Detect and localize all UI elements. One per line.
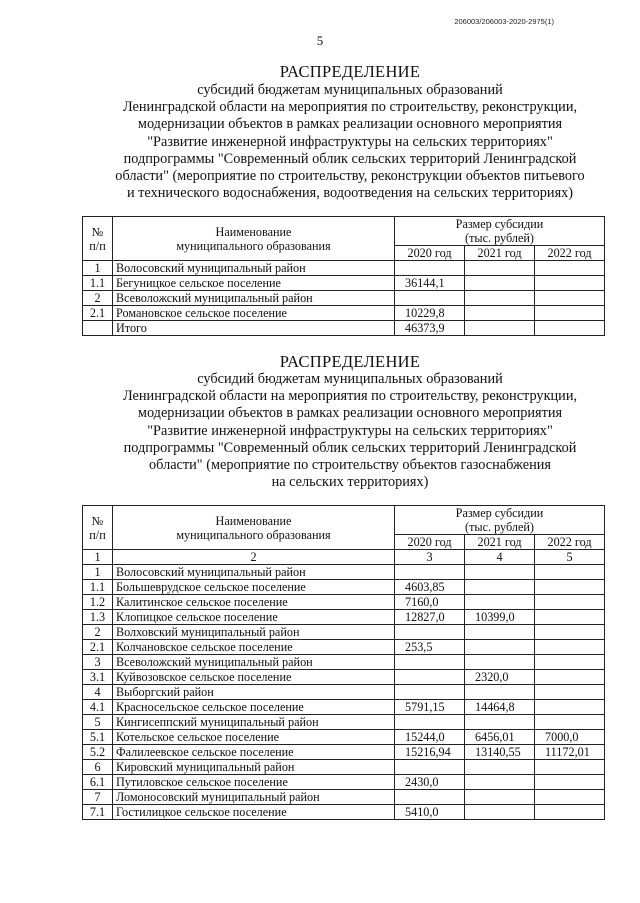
row-value-2020: 12827,0 <box>395 610 465 625</box>
row-number: 6.1 <box>83 775 113 790</box>
header-name-line2: муниципального образования <box>176 238 331 253</box>
row-number <box>83 321 113 336</box>
column-index: 1 <box>83 550 113 565</box>
row-value-2020 <box>395 655 465 670</box>
description-line: субсидий бюджетам муниципальных образований <box>197 371 503 387</box>
description-line: Ленинградской области на мероприятия по строительству, реконструкции, <box>122 388 578 405</box>
row-number: 2.1 <box>83 640 113 655</box>
row-number: 4.1 <box>83 700 113 715</box>
row-number: 2 <box>83 625 113 640</box>
column-index: 2 <box>113 550 395 565</box>
row-value-2021 <box>465 261 535 276</box>
page-number: 5 <box>316 33 324 48</box>
section1-description <box>80 82 620 202</box>
row-name: Всеволожский муниципальный район <box>113 655 395 670</box>
row-value-2022 <box>535 700 605 715</box>
row-value-2020: 5791,15 <box>395 700 465 715</box>
row-name: Большеврудское сельское поселение <box>113 580 395 595</box>
table-row <box>83 760 605 775</box>
row-number: 2.1 <box>83 306 113 321</box>
description-line: подпрограммы "Современный облик сельских территорий Ленинградской <box>123 150 577 167</box>
row-value-2020 <box>395 685 465 700</box>
header-size-line2: (тыс. рублей) <box>465 520 534 534</box>
row-number: 1 <box>83 565 113 580</box>
table-row <box>83 700 605 715</box>
table-row <box>83 321 605 336</box>
row-value-2022 <box>535 685 605 700</box>
table-row <box>83 805 605 820</box>
row-value-2021 <box>465 565 535 580</box>
row-value-2020 <box>395 760 465 775</box>
header-size-line1: Размер субсидии <box>455 506 544 520</box>
table-row <box>83 745 605 760</box>
row-value-2021: 6456,01 <box>465 730 535 745</box>
description-line: области" (мероприятие по строительству объектов газоснабжения <box>149 457 551 474</box>
description-line: "Развитие инженерной инфраструктуры на сельских территориях" <box>147 422 553 439</box>
header-name <box>113 506 395 550</box>
row-number: 3.1 <box>83 670 113 685</box>
header-name-line1: Наименование <box>215 224 292 239</box>
row-value-2022 <box>535 805 605 820</box>
section2-description <box>80 371 620 491</box>
row-value-2020 <box>395 261 465 276</box>
row-value-2021 <box>465 640 535 655</box>
section2-title: РАСПРЕДЕЛЕНИЕ <box>279 352 421 371</box>
description-line: подпрограммы "Современный облик сельских территорий Ленинградской <box>123 439 577 456</box>
row-value-2020: 15244,0 <box>395 730 465 745</box>
row-name: Волховский муниципальный район <box>113 625 395 640</box>
row-value-2020: 7160,0 <box>395 595 465 610</box>
row-value-2021 <box>465 685 535 700</box>
row-number: 5 <box>83 715 113 730</box>
column-index: 3 <box>395 550 465 565</box>
row-number: 1.2 <box>83 595 113 610</box>
table-row <box>83 730 605 745</box>
header-size-line1: Размер субсидии <box>455 217 544 231</box>
column-index: 4 <box>465 550 535 565</box>
row-number: 5.2 <box>83 745 113 760</box>
row-value-2021 <box>465 276 535 291</box>
row-value-2021 <box>465 321 535 336</box>
table-row <box>83 790 605 805</box>
row-number: 7.1 <box>83 805 113 820</box>
description-line: "Развитие инженерной инфраструктуры на сельских территориях" <box>147 133 553 150</box>
description-line: на сельских территориях) <box>271 474 429 491</box>
description-line: и технического водоснабжения, водоотведения на сельских территориях) <box>126 185 574 202</box>
row-value-2022 <box>535 595 605 610</box>
row-name: Калитинское сельское поселение <box>113 595 395 610</box>
row-name: Кингисеппский муниципальный район <box>113 715 395 730</box>
row-value-2022 <box>535 775 605 790</box>
row-value-2021: 10399,0 <box>465 610 535 625</box>
row-value-2022 <box>535 580 605 595</box>
row-value-2022 <box>535 261 605 276</box>
row-value-2022 <box>535 760 605 775</box>
row-value-2022 <box>535 670 605 685</box>
row-name: Фалилеевское сельское поселение <box>113 745 395 760</box>
table-row <box>83 565 605 580</box>
row-value-2020: 46373,9 <box>395 321 465 336</box>
row-number: 1 <box>83 261 113 276</box>
header-num-line2: п/п <box>89 527 106 542</box>
row-name: Гостилицкое сельское поселение <box>113 805 395 820</box>
row-number: 2 <box>83 291 113 306</box>
row-value-2020: 253,5 <box>395 640 465 655</box>
row-value-2022 <box>535 790 605 805</box>
row-number: 1.1 <box>83 276 113 291</box>
row-value-2022 <box>535 565 605 580</box>
row-value-2021 <box>465 580 535 595</box>
row-value-2020 <box>395 625 465 640</box>
header-size-line2: (тыс. рублей) <box>465 231 534 245</box>
row-value-2022 <box>535 640 605 655</box>
row-value-2021 <box>465 291 535 306</box>
row-value-2020: 15216,94 <box>395 745 465 760</box>
header-num <box>83 217 113 261</box>
row-name: Волосовский муниципальный район <box>113 261 395 276</box>
row-value-2020: 4603,85 <box>395 580 465 595</box>
row-value-2021 <box>465 625 535 640</box>
row-value-2021: 2320,0 <box>465 670 535 685</box>
row-number: 4 <box>83 685 113 700</box>
header-subsidy-size <box>395 217 605 246</box>
row-value-2021 <box>465 715 535 730</box>
row-name: Выборгский район <box>113 685 395 700</box>
row-number: 1.3 <box>83 610 113 625</box>
description-line: Ленинградской области на мероприятия по строительству, реконструкции, <box>122 99 578 116</box>
section1-title: РАСПРЕДЕЛЕНИЕ <box>279 62 421 81</box>
row-value-2022 <box>535 306 605 321</box>
row-value-2021: 14464,8 <box>465 700 535 715</box>
table-row <box>83 655 605 670</box>
header-num-line2: п/п <box>89 238 106 253</box>
row-name: Кировский муниципальный район <box>113 760 395 775</box>
header-year: 2021 год <box>465 535 535 550</box>
row-name: Куйвозовское сельское поселение <box>113 670 395 685</box>
header-name-line2: муниципального образования <box>176 527 331 542</box>
table-row <box>83 306 605 321</box>
row-value-2022 <box>535 291 605 306</box>
table-row <box>83 276 605 291</box>
row-value-2020: 10229,8 <box>395 306 465 321</box>
row-value-2022 <box>535 625 605 640</box>
header-year: 2021 год <box>465 246 535 261</box>
row-value-2020: 36144,1 <box>395 276 465 291</box>
table-row <box>83 625 605 640</box>
header-num-line1: № <box>91 224 104 239</box>
header-num <box>83 506 113 550</box>
row-value-2020: 5410,0 <box>395 805 465 820</box>
column-index: 5 <box>535 550 605 565</box>
row-value-2021 <box>465 655 535 670</box>
table-row <box>83 670 605 685</box>
header-year: 2020 год <box>395 246 465 261</box>
row-name: Бегуницкое сельское поселение <box>113 276 395 291</box>
row-name: Красносельское сельское поселение <box>113 700 395 715</box>
table-row <box>83 610 605 625</box>
section2-table <box>82 505 605 820</box>
description-line: модернизации объектов в рамках реализации основного мероприятия <box>137 405 563 422</box>
row-value-2021 <box>465 775 535 790</box>
row-value-2020 <box>395 715 465 730</box>
row-value-2020 <box>395 565 465 580</box>
row-value-2021 <box>465 805 535 820</box>
row-value-2022 <box>535 276 605 291</box>
section1-table <box>82 216 605 336</box>
description-line: модернизации объектов в рамках реализации основного мероприятия <box>137 116 563 133</box>
row-name: Всеволожский муниципальный район <box>113 291 395 306</box>
row-number: 5.1 <box>83 730 113 745</box>
table-row <box>83 595 605 610</box>
row-name: Романовское сельское поселение <box>113 306 395 321</box>
column-index-row <box>83 550 605 565</box>
row-number: 7 <box>83 790 113 805</box>
description-line: субсидий бюджетам муниципальных образований <box>197 82 503 98</box>
header-name <box>113 217 395 261</box>
row-value-2022: 7000,0 <box>535 730 605 745</box>
row-value-2020 <box>395 291 465 306</box>
row-name: Колчановское сельское поселение <box>113 640 395 655</box>
header-year: 2020 год <box>395 535 465 550</box>
table-row <box>83 580 605 595</box>
header-num-line1: № <box>91 513 104 528</box>
row-value-2021 <box>465 595 535 610</box>
row-value-2022: 11172,01 <box>535 745 605 760</box>
header-year: 2022 год <box>535 535 605 550</box>
header-year: 2022 год <box>535 246 605 261</box>
row-value-2021 <box>465 790 535 805</box>
row-value-2022 <box>535 610 605 625</box>
row-name: Волосовский муниципальный район <box>113 565 395 580</box>
row-value-2020: 2430,0 <box>395 775 465 790</box>
row-name: Ломоносовский муниципальный район <box>113 790 395 805</box>
row-number: 6 <box>83 760 113 775</box>
table-row <box>83 685 605 700</box>
header-name-line1: Наименование <box>215 513 292 528</box>
row-name: Итого <box>113 321 395 336</box>
row-name: Путиловское сельское поселение <box>113 775 395 790</box>
row-value-2022 <box>535 715 605 730</box>
row-value-2020 <box>395 670 465 685</box>
table-row <box>83 291 605 306</box>
row-number: 1.1 <box>83 580 113 595</box>
header-subsidy-size <box>395 506 605 535</box>
row-value-2021: 13140,55 <box>465 745 535 760</box>
row-name: Котельское сельское поселение <box>113 730 395 745</box>
row-number: 3 <box>83 655 113 670</box>
description-line: области" (мероприятие по строительству, реконструкции объектов питьевого <box>115 168 585 185</box>
document-id: 206003/206003-2020-2975(1) <box>454 17 554 26</box>
row-value-2022 <box>535 655 605 670</box>
table-row <box>83 261 605 276</box>
table-row <box>83 775 605 790</box>
row-value-2021 <box>465 306 535 321</box>
row-value-2021 <box>465 760 535 775</box>
table-row <box>83 640 605 655</box>
table-row <box>83 715 605 730</box>
row-name: Клопицкое сельское поселение <box>113 610 395 625</box>
row-value-2020 <box>395 790 465 805</box>
row-value-2022 <box>535 321 605 336</box>
